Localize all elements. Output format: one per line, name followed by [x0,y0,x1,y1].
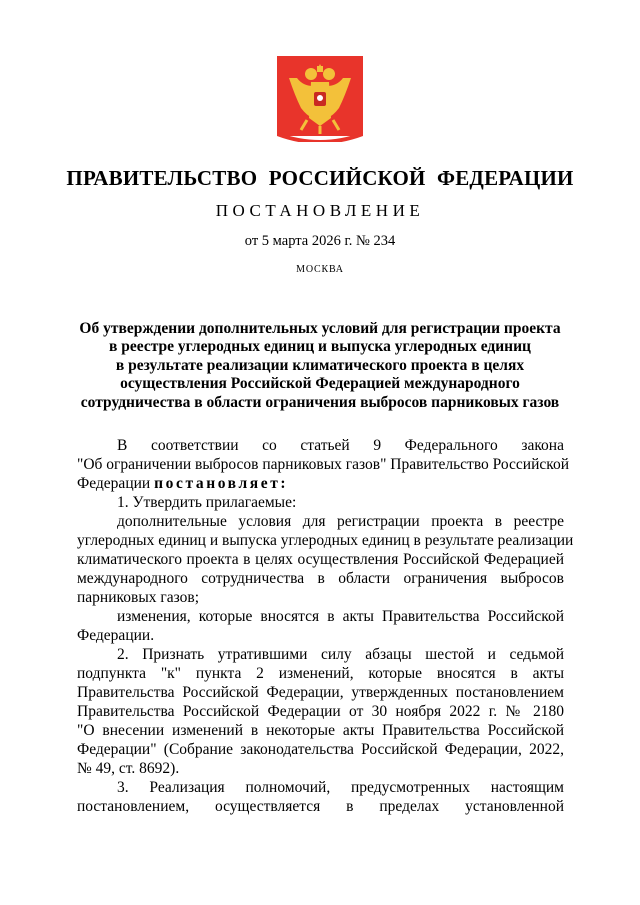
title-line: сотрудничества в области ограничения выбросов парниковых газов [80,393,560,411]
intro-prefix: Федерации [77,475,155,492]
item-2-line: Федерации" (Собрание законодательства Российской Федерации, 2022, [77,741,564,758]
government-name: ПРАВИТЕЛЬСТВО РОССИЙСКОЙ ФЕДЕРАЦИИ [66,166,574,190]
item-2-line: подпункта "к" пункта 2 изменений, которые вносятся в акты [77,665,564,682]
item-2-line: № 49, ст. 8692). [77,760,180,777]
item-3-line: постановлением, осуществляется в пределах установленной [77,798,564,815]
title-line: Об утверждении дополнительных условий для регистрации проекта [79,320,561,337]
item-2-line: "О внесении изменений в некоторые акты Правительства Российской [77,722,564,739]
document-title [60,320,580,412]
intro-line: "Об ограничении выбросов парниковых газов" Правительство Российской [77,456,570,473]
item-1a-line: углеродных единиц и выпуска углеродных единиц в результате реализации [77,532,574,549]
title-line: в реестре углеродных единиц и выпуска углеродных единиц [109,338,531,356]
item-1a-line: климатического проекта в целях осуществления Российской Федерацией [77,551,564,568]
item-1a-line: дополнительные условия для регистрации проекта в реестре [117,513,564,530]
item-3-line: 3. Реализация полномочий, предусмотренных настоящим [117,779,564,796]
city-name: МОСКВА [296,264,344,275]
item-2-line: Правительства Российской Федерации от 30 ноября 2022 г. № 2180 [77,703,564,720]
item-2-line: Правительства Российской Федерации, утвержденных постановлением [77,684,564,701]
item-1a-line: парниковых газов; [77,589,200,606]
item-1a-line: международного сотрудничества в области ограничения выбросов [77,570,564,587]
item-1b-line: изменения, которые вносятся в акты Правительства Российской [117,608,564,625]
decree-keyword: постановляет: [154,475,289,492]
document-body [77,436,574,816]
item-2-line: 2. Признать утратившими силу абзацы шестой и седьмой [117,646,564,663]
document-date-number: от 5 марта 2026 г. № 234 [244,233,396,249]
item-1b-line: Федерации. [77,627,155,644]
item-1-heading: 1. Утвердить прилагаемые: [117,494,297,511]
title-line: в результате реализации климатического проекта в целях [115,356,525,374]
intro-line [77,474,564,493]
state-emblem-icon [277,56,363,142]
document-type: ПОСТАНОВЛЕНИЕ [215,201,425,220]
intro-line: В соответствии со статьей 9 Федерального закона [117,437,564,454]
title-line: осуществления Российской Федерацией международного [120,375,520,393]
